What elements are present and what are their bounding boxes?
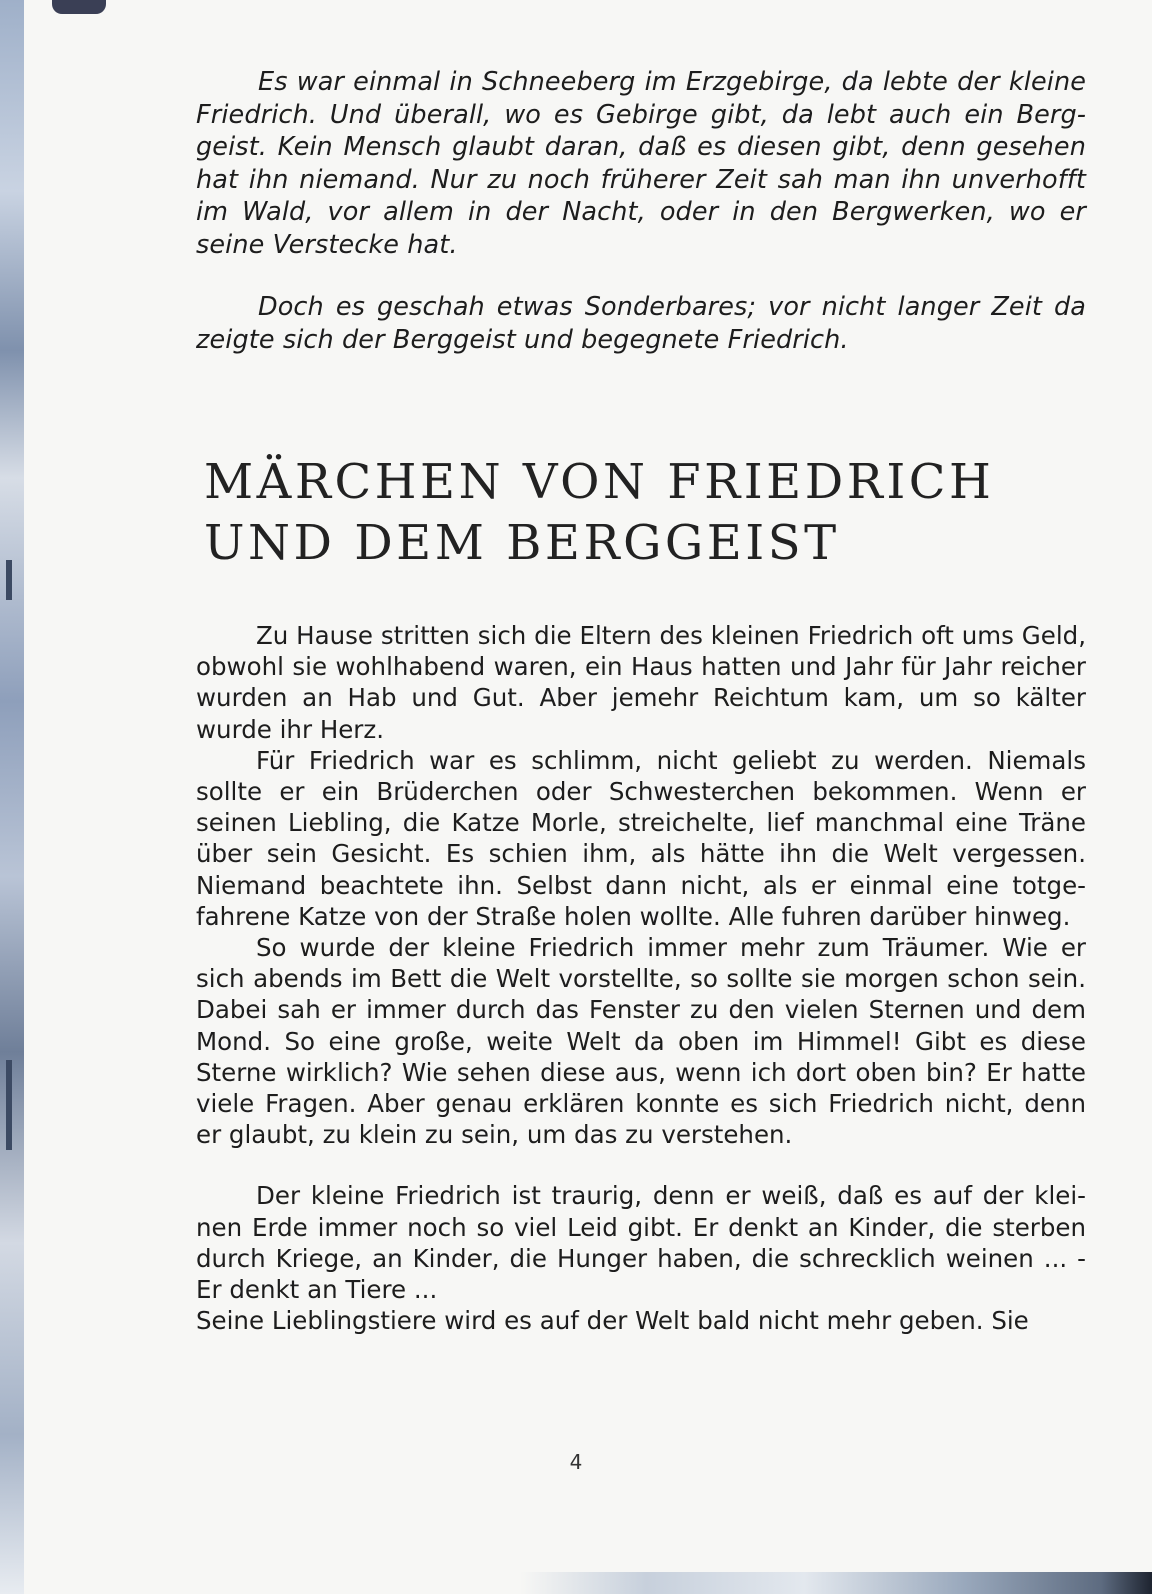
intro-paragraph: Es war einmal in Schneeberg im Erzgebirge, da lebte der kleine Friedrich. Und überall, wo es Gebirge gibt, da lebt auch ein Berggeist. Kein Mensch glaubt daran, daß es diesen gibt, denn gesehen hat ihn niemand. Nur zu noch früherer Zeit sah man ihn unverhofft im Wald, vor allem in der Nacht, oder in den Bergwerken, wo er seine Verstecke hat. [196,67,1086,260]
intro-section [196,66,1086,356]
story-paragraph: So wurde der kleine Friedrich immer mehr zum Träumer. Wie er sich abends im Bett die Welt vorstellte, so sollte sie morgen schon sein. Dabei sah er immer durch das Fenster zu den vielen Sternen und dem Mond. So eine große, weite Welt da oben im Himmel! Gibt es diese Sterne wirklich? Wie sehen diese aus, wenn ich dort oben bin? Er hatte viele Fragen. Aber genau erklären konnte es sich Friedrich nicht, denn er glaubt, zu klein zu sein, um das zu verstehen. [196,933,1086,1150]
intro-paragraph: Doch es geschah etwas Sonderbares; vor nicht langer Zeit da zeigte sich der Berggeist und begegnete Friedrich. [196,292,1086,355]
story-paragraph: Seine Lieblingstiere wird es auf der Welt bald nicht mehr geben. Sie [196,1306,1029,1336]
bottom-edge-decoration [520,1572,1152,1594]
story-title: MÄRCHEN VON FRIEDRICH UND DEM BERGGEIST [204,454,995,571]
edge-mark [6,560,12,600]
page-edge-decoration [0,0,24,1594]
page-number: 4 [569,1450,583,1474]
story-section [196,620,1086,1336]
story-paragraph: Der kleine Friedrich ist traurig, denn er weiß, daß es auf der kleinen Erde immer noch so viel Leid gibt. Er denkt an Kinder, die sterben durch Kriege, an Kinder, die Hunger haben, die schrecklich weinen ... - Er denkt an Tiere ... [196,1181,1086,1305]
edge-mark [6,1060,12,1150]
corner-decoration [52,0,106,14]
story-paragraph: Für Friedrich war es schlimm, nicht geliebt zu werden. Niemals sollte er ein Brüderchen oder Schwesterchen bekommen. Wenn er seinen Liebling, die Katze Morle, streichelte, lief manchmal eine Träne über sein Gesicht. Es schien ihm, als hätte ihn die Welt vergessen. Niemand beachtete ihn. Selbst dann nicht, als er einmal eine totgefahrene Katze von der Straße holen wollte. Alle fuhren darüber hinweg. [196,745,1086,931]
story-paragraph: Zu Hause stritten sich die Eltern des kleinen Friedrich oft ums Geld, obwohl sie wohlhabend waren, ein Haus hatten und Jahr für Jahr reicher wurden an Hab und Gut. Aber jemehr Reichtum kam, um so kälter wurde ihr Herz. [196,621,1086,744]
